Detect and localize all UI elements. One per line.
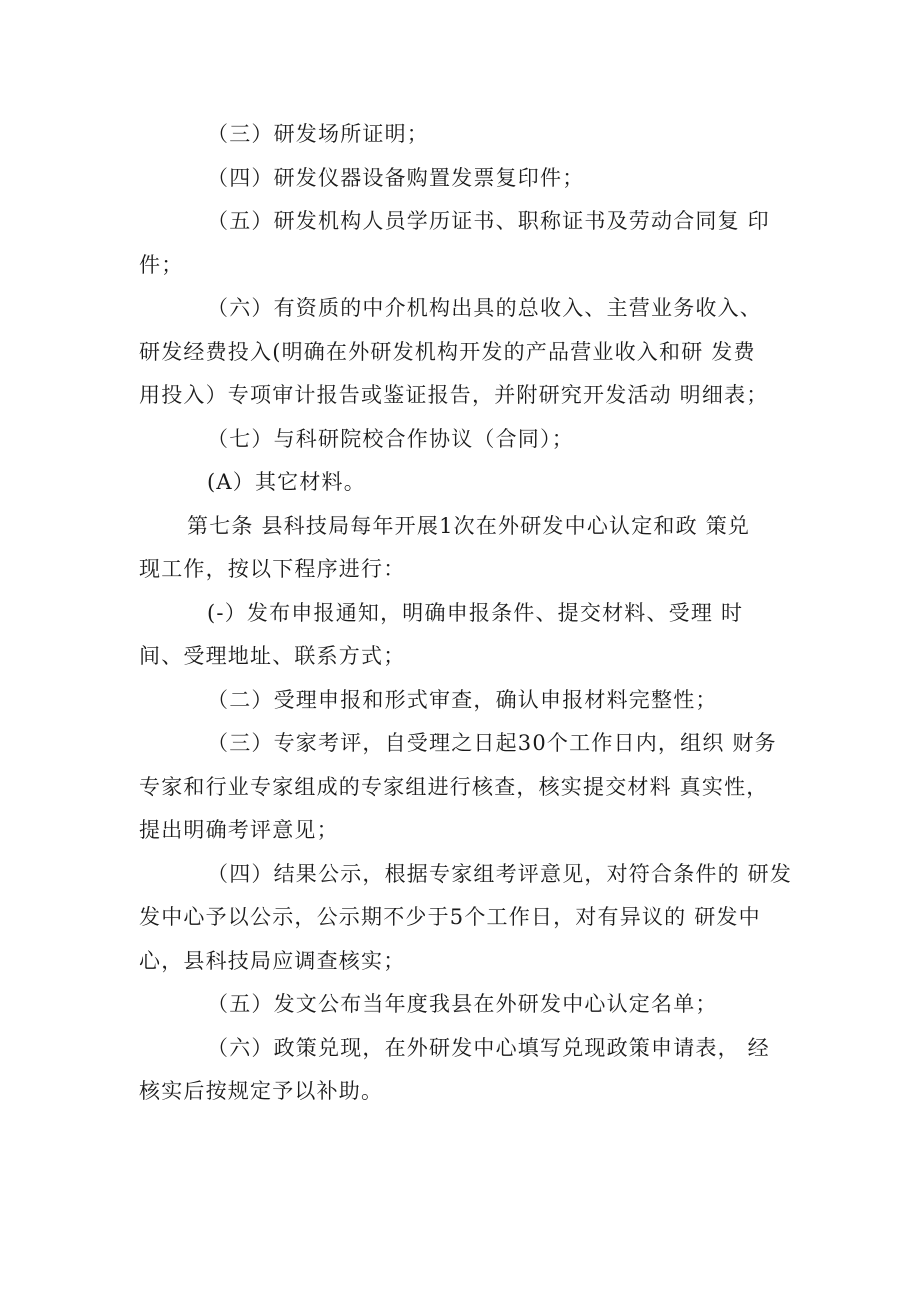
item-6-continued-2: 用投入）专项审计报告或鉴证报告，并附研究开发活动 明细表； [139, 383, 769, 407]
step-1-publish-notice: (-）发布申报通知，明确申报条件、提交材料、受理 时 [207, 600, 744, 625]
step-3-continued-2: 提出明确考评意见； [139, 818, 339, 842]
item-6-continued-1: 研发经费投入(明确在外研发机构开发的产品营业收入和研 发费 [139, 339, 756, 364]
step-4-publicity: （四）结果公示，根据专家组考评意见，对符合条件的 研发 [207, 861, 793, 886]
step-3-expert-review: （三）专家考评，自受理之日起30个工作日内，组织 财务 [207, 731, 777, 755]
item-6-audit-report: （六）有资质的中介机构出具的总收入、主营业务收入、 [207, 296, 762, 320]
item-4-equipment-invoice: （四）研发仪器设备购置发票复印件； [207, 165, 585, 190]
article-7-heading: 第七条 县科技局每年开展1次在外研发中心认定和政 策兑 [187, 513, 751, 538]
step-3-continued-1: 专家和行业专家组成的专家组进行核查，核实提交材料 真实性， [139, 774, 769, 799]
step-2-formal-review: （二）受理申报和形式审查，确认申报材料完整性； [207, 687, 718, 712]
item-5-continued: 件； [139, 252, 184, 277]
item-8-other-materials: (A）其它材料。 [207, 470, 366, 494]
step-6-policy-redemption: （六）政策兑现，在外研发中心填写兑现政策申请表， 经 [207, 1035, 770, 1060]
step-6-continued: 核实后按规定予以补助。 [139, 1079, 384, 1103]
item-3-site-proof: （三）研发场所证明； [207, 122, 429, 146]
item-5-staff-certificates: （五）研发机构人员学历证书、职称证书及劳动合同复 印 [207, 209, 770, 233]
step-4-continued-2: 心，县科技局应调查核实； [139, 948, 406, 973]
step-5-announce-list: （五）发文公布当年度我县在外研发中心认定名单； [207, 992, 718, 1016]
step-4-continued-1: 发中心予以公示，公示期不少于5个工作日，对有异议的 研发中 [139, 905, 761, 929]
document-body [139, 113, 799, 1114]
step-1-continued: 间、受理地址、联系方式； [139, 644, 406, 668]
article-7-continued: 现工作，按以下程序进行： [139, 557, 406, 581]
item-7-cooperation-agreement: （七）与科研院校合作协议（合同）； [207, 426, 574, 451]
